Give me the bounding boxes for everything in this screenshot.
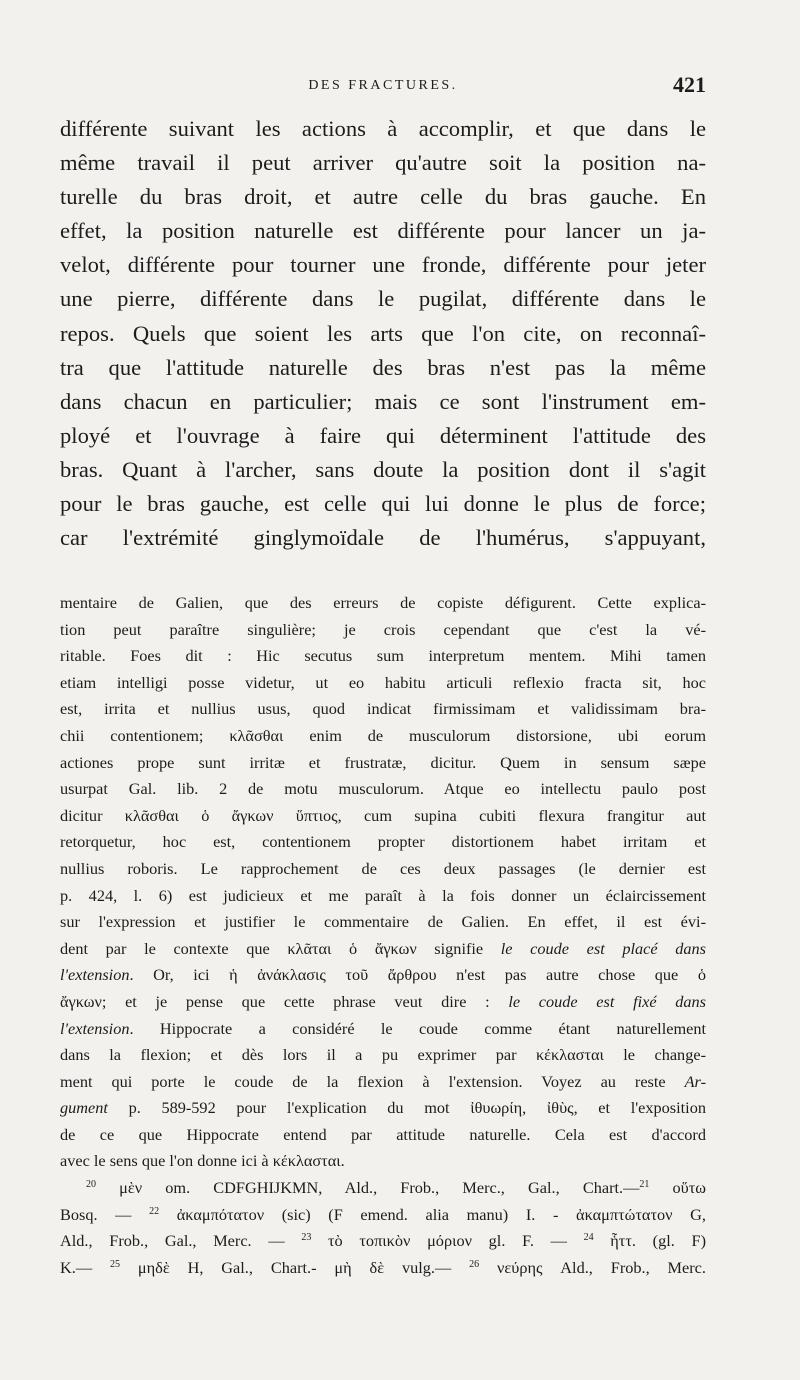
footnote-marker: 24 [583,1232,594,1244]
note-line: chii contentionem; κλᾶσθαι enim de musculorum distorsione, ubi eorum [60,725,706,745]
note-italic: l'extension [60,965,130,985]
note-line: dans la flexion; et dès lors il a pu exprimer par κέκλασται le change- [60,1045,706,1065]
main-line: une pierre, différente dans le pugilat, différente dans le [60,286,706,312]
main-line: bras. Quant à l'archer, sans doute la position dont il s'agit [60,456,706,482]
main-text [60,112,706,555]
main-line: turelle du bras droit, et autre celle du bras gauche. En [60,184,706,210]
running-head: DES FRACTURES. [308,78,458,93]
note-line: dicitur κλᾶσθαι ὁ ἄγκων ὕπτιος, cum supina cubiti flexura frangitur aut [60,805,706,825]
page-number: 421 [673,72,706,97]
footnote-marker: 20 [86,1179,96,1191]
main-line: car l'extrémité ginglymoïdale de l'humérus, s'appuyant, [60,525,706,551]
note-line: avec le sens que l'on donne ici à κέκλασται. [60,1151,345,1171]
page-header [60,72,706,108]
main-line: ployé et l'ouvrage à faire qui déterminent l'attitude des [60,422,706,448]
main-line: même travail il peut arriver qu'autre soit la position na- [60,150,706,176]
footnote-marker: 25 [110,1258,121,1270]
variant-text: οὕτω [649,1178,707,1198]
note-line [60,1016,706,1043]
note-text: . Hippocrate a considéré le coude comme étant naturellement [129,1018,706,1038]
main-line: effet, la position naturelle est différente pour lancer un ja- [60,218,706,244]
note-line [60,1095,706,1122]
variant-text: μηδὲ H, Gal., Chart.- μὴ δὲ vulg.— [120,1257,470,1277]
note-text: ment qui porte le coude de la flexion à l'extension. Voyez au reste [60,1071,685,1091]
note-text: ἄγκων; et je pense que cette phrase veut dire : [60,991,509,1011]
main-line: différente suivant les actions à accomplir, et que dans le [60,116,706,141]
variant-text: Ald., Frob., Gal., Merc. — [60,1231,302,1251]
note-line: nullius roboris. Le rapprochement de ces deux passages (le dernier est [60,858,706,878]
variant-text: ἀκαμπότατον (sic) (F emend. alia manu) I. - ἀκαμπτώτατον G, [159,1204,706,1224]
variant-text: ἧττ. (gl. F) [593,1231,706,1251]
note-text: . Or, ici ἡ ἀνάκλασις τοῦ ἄρθρου n'est pas autre chose que ὁ [129,965,706,985]
note-line: actiones prope sunt irritæ et frustratæ, dicitur. Quem in sensum sæpe [60,752,706,772]
note-line: usurpat Gal. lib. 2 de motu musculorum. Atque eo intellectu paulo post [60,779,706,799]
main-line: velot, différente pour tourner une fronde, différente pour jeter [60,252,706,278]
note-line: est, irrita et nullius usus, quod indicat firmissimam et validissimam bra- [60,699,706,719]
note-line: de ce que Hippocrate entend par attitude naturelle. Cela est d'accord [60,1124,706,1144]
note-line: retorquetur, hoc est, contentionem propter distortionem habet irritam et [60,832,706,852]
note-line: ritable. Foes dit : Hic secutus sum interpretum mentem. Mihi tamen [60,646,706,666]
footnote-marker: 21 [639,1179,650,1191]
footnote-marker: 23 [301,1232,312,1244]
note-italic: l'extension [60,1018,130,1038]
note-line [60,989,706,1016]
note-italic: gument [60,1098,108,1118]
main-line: pour le bras gauche, est celle qui lui donne le plus de force; [60,491,706,517]
variant-line [60,1255,706,1282]
variant-text: τὸ τοπικὸν μόριον gl. F. — [311,1231,584,1251]
note-line: p. 424, l. 6) est judicieux et me paraît à la fois donner un éclaircissement [60,885,706,905]
main-line: tra que l'attitude naturelle des bras n'est pas la même [60,354,706,380]
variant-text: Bosq. — [60,1204,150,1224]
variant-text: μὲν om. CDFGHIJKMN, Ald., Frob., Merc., Gal., Chart.— [96,1178,640,1198]
note-line [60,1069,706,1096]
variant-text: νεύρης Ald., Frob., Merc. [479,1257,706,1277]
variant-text: K.— [60,1257,111,1277]
note-italic: Ar- [684,1071,706,1091]
note-line [60,936,706,963]
main-line: repos. Quels que soient les arts que l'on cite, on reconnaî- [60,320,706,346]
note-italic: le coude est placé dans [500,938,707,958]
note-line: etiam intelligi posse videtur, ut eo habitu articuli reflexio fracta sit, hoc [60,672,706,692]
main-line: dans chacun en particulier; mais ce sont l'instrument em- [60,388,706,414]
footnote-marker: 22 [149,1205,160,1217]
note-text: dent par le contexte que κλᾶται ὁ ἄγκων signifie [60,938,501,958]
variant-line [60,1175,706,1202]
note-italic: le coude est fixé dans [508,991,707,1011]
note-line: tion peut paraître singulière; je crois cependant que c'est la vé- [60,619,706,639]
note-line: mentaire de Galien, que des erreurs de copiste défigurent. Cette explica- [60,593,706,612]
note-line [60,962,706,989]
note-line: sur l'expression et justifier le commentaire de Galien. En effet, il est évi- [60,912,706,932]
footnotes [60,590,706,1281]
footnote-marker: 26 [469,1258,480,1270]
note-text: p. 589-592 pour l'explication du mot ἰθυωρίη, ἰθὺς, et l'exposition [107,1098,706,1118]
variant-line [60,1228,706,1255]
variant-line [60,1202,706,1229]
